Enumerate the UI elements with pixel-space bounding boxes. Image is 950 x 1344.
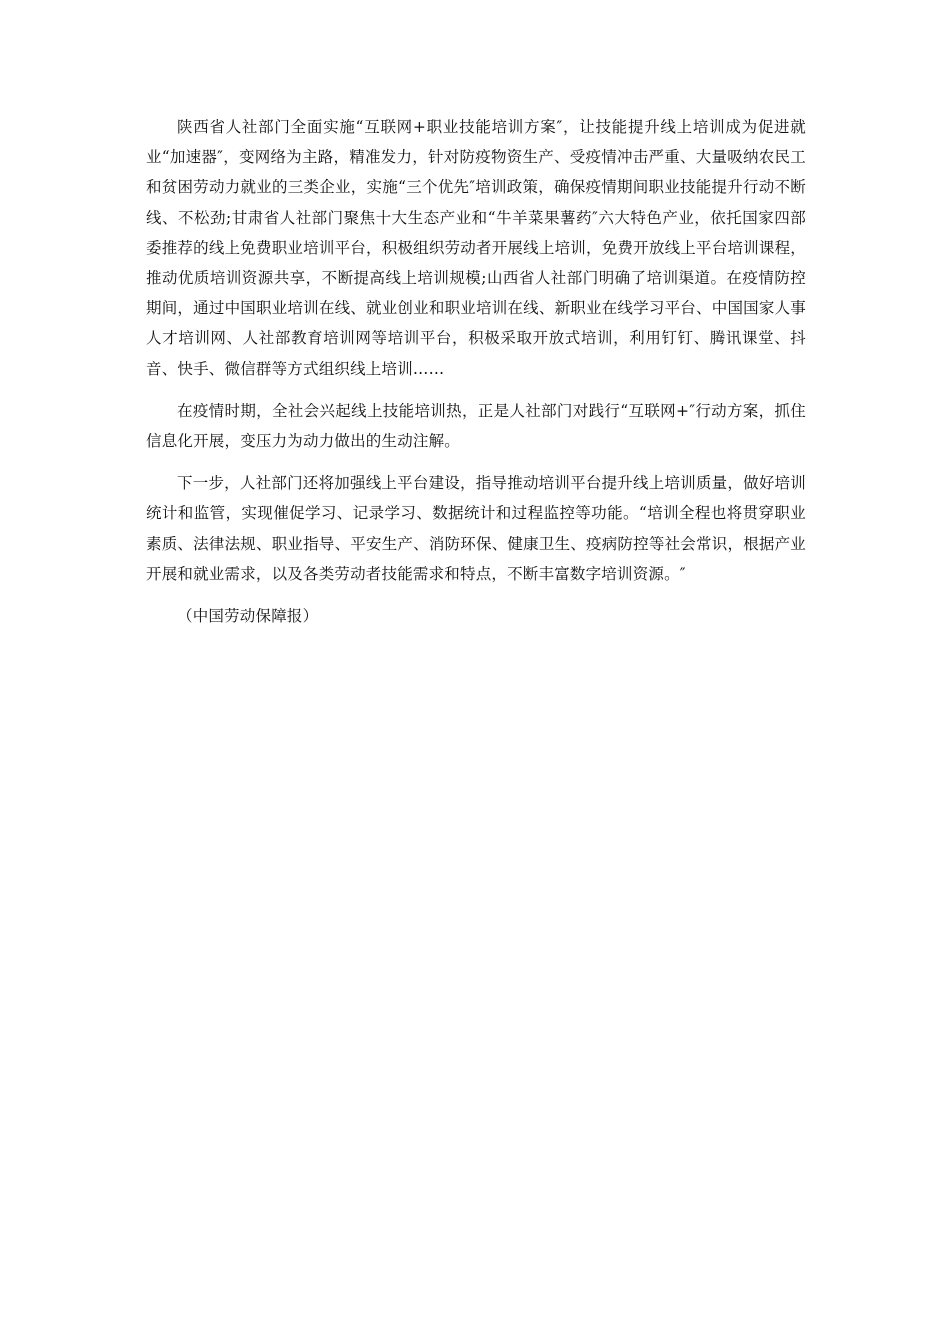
paragraph-3: 下一步，人社部门还将加强线上平台建设，指导推动培训平台提升线上培训质量，做好培训统计和监管，实现催促学习、记录学习、数据统计和过程监控等功能。“培训全程也将贯穿职业素质、法律法规、职业指导、平安生产、消防环保、健康卫生、疫病防控等社会常识，根据产业开展和就业需求，以及各类劳动者技能需求和特点，不断丰富数字培训资源。″ bbox=[146, 474, 806, 583]
article-source: （中国劳动保障报） bbox=[177, 607, 319, 626]
article-body bbox=[146, 112, 806, 631]
paragraph-2: 在疫情时期，全社会兴起线上技能培训热，正是人社部门对践行“互联网+″行动方案，抓住信息化开展，变压力为动力做出的生动注解。 bbox=[146, 401, 806, 451]
paragraph-1: 陕西省人社部门全面实施“互联网+职业技能培训方案″，让技能提升线上培训成为促进就业“加速器″，变网络为主路，精准发力，针对防疫物资生产、受疫情冲击严重、大量吸纳农民工和贫困劳动力就业的三类企业，实施“三个优先″培训政策，确保疫情期间职业技能提升行动不断线、不松劲;甘肃省人社部门聚焦十大生态产业和“牛羊菜果薯药″六大特色产业，依托国家四部委推荐的线上免费职业培训平台，积极组织劳动者开展线上培训，免费开放线上平台培训课程，推动优质培训资源共享，不断提高线上培训规模;山西省人社部门明确了培训渠道。在疫情防控期间，通过中国职业培训在线、就业创业和职业培训在线、新职业在线学习平台、中国国家人事人才培训网、人社部教育培训网等培训平台，积极采取开放式培训，利用钉钉、腾讯课堂、抖音、快手、微信群等方式组织线上培训…… bbox=[146, 118, 806, 378]
